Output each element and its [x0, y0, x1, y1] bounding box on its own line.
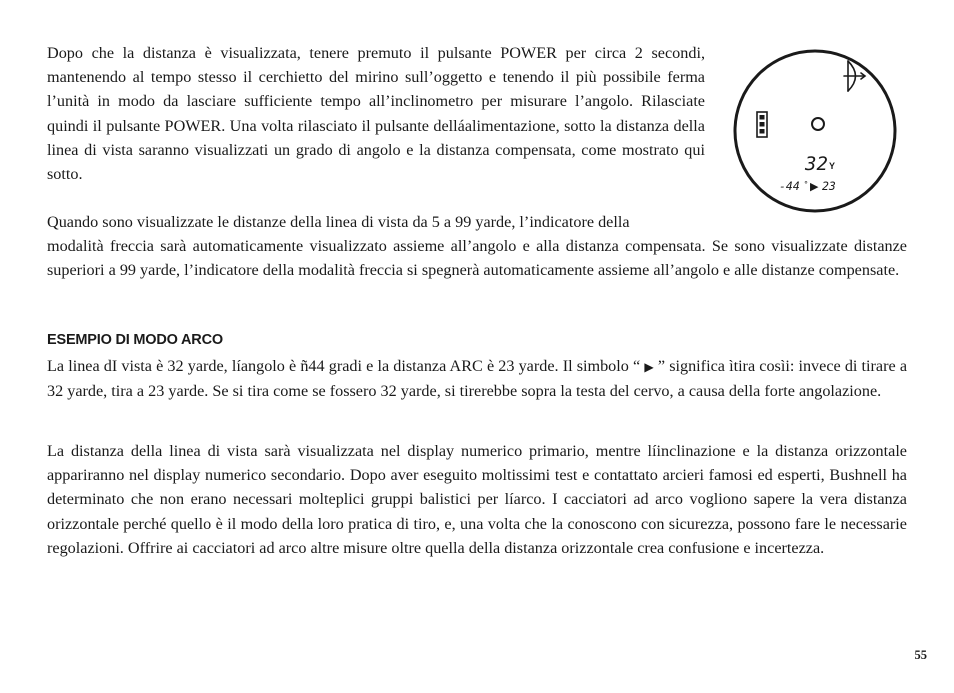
reticle-circle — [812, 118, 824, 130]
degree-mark: ° — [804, 180, 808, 189]
page-number: 55 — [914, 648, 927, 662]
unit-yards-label: Y — [829, 161, 836, 171]
paragraph-bow-example — [47, 354, 907, 403]
arc-arrow-symbol: ▶ — [810, 180, 819, 193]
paragraph-arrow-mode — [47, 210, 907, 283]
section-heading: ESEMPIO DI MODO ARCO — [47, 332, 223, 348]
battery-bar-1 — [760, 115, 765, 120]
battery-bar-2 — [760, 122, 765, 127]
primary-distance-readout: 32 — [805, 153, 828, 175]
battery-bar-3 — [760, 129, 765, 134]
bow-example-text-before: La linea dI vista è 32 yarde, líangolo è ñ44 gradi e la distanza ARC è 23 yarde. Il simbolo “ — [47, 357, 641, 375]
compensated-distance-readout: 23 — [822, 179, 836, 193]
paragraph-arrow-mode-rest: modalità freccia sarà automaticamente visualizzato assieme all’angolo e alla distanza compensata. Se sono visualizzate distanze superiori a 99 yarde, l’indicatore della modalità freccia si spegnerà automaticamente assieme all’angolo e alle distanze compensate. — [47, 237, 907, 280]
arc-arrow-symbol-inline: ▶ — [644, 360, 654, 374]
rangefinder-display-illustration — [731, 48, 899, 214]
bow-example-text-after: ” significa ìtira cosìi: invece di tirare a 32 yarde, tira a 23 yarde. Se si tira come se fossero 32 yarde, si tirerebbe sopra la testa del cervo, a causa della forte angolazione. — [47, 357, 908, 401]
paragraph-intro: Dopo che la distanza è visualizzata, tenere premuto il pulsante POWER per circa 2 secondi, mantenendo al tempo stesso il cerchietto del mirino sull’oggetto e tenendo il più possibile ferma l’unità in modo da lasciare sufficiente tempo all’inclinometro per misurare l’angolo. Rilasciate quindi il pulsante POWER. Una volta rilasciato il pulsante delláalimentazione, sotto la distanza della linea di vista saranno visualizzati un grado di angolo e la distanza compensata, come mostrato qui sotto. — [47, 44, 705, 184]
paragraph-display-explanation: La distanza della linea di vista sarà visualizzata nel display numerico primario, mentre líinclinazione e la distanza orizzontale appariranno nel display numerico secondario. Dopo aver eseguito moltissimi test e contattato arcieri famosi ed esperti, Bushnell ha determinato che non erano necessari molteplici gruppi balistici per líarco. I cacciatori ad arco vogliono sapere la vera distanza orizzontale perché quello è il modo della loro pratica di tiro, e, una volta che la conoscono con sicurezza, possono fare le necessarie regolazioni. Offrire ai cacciatori ad arco altre misure oltre quella della distanza orizzontale crea confusione e incertezza. — [47, 442, 907, 557]
paragraph-arrow-mode-line1: Quando sono visualizzate le distanze della linea di vista da 5 a 99 yarde, l’indicatore della — [47, 213, 630, 231]
angle-readout: -44 — [779, 179, 800, 193]
battery-icon — [757, 112, 767, 137]
